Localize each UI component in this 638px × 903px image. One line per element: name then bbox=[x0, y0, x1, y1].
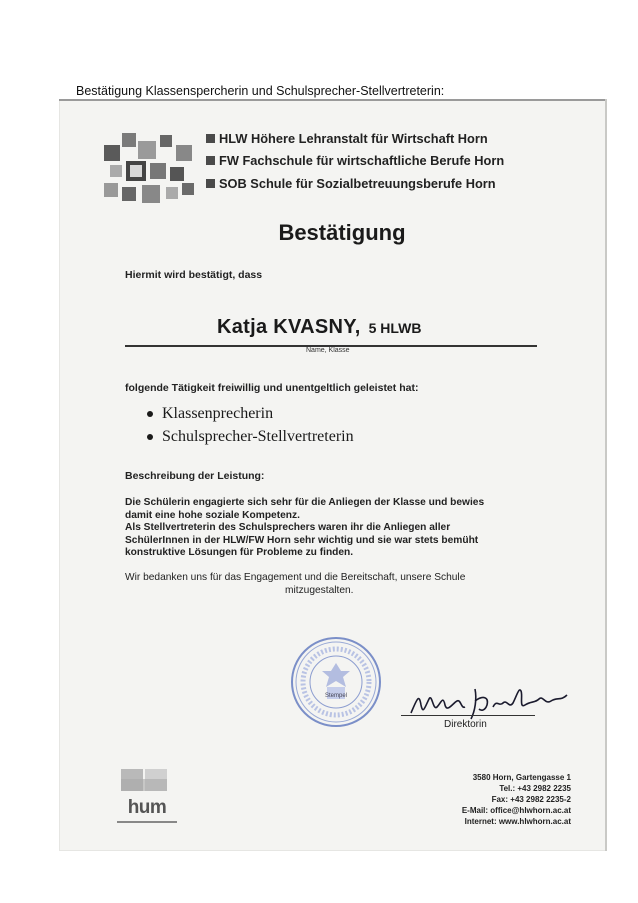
certificate-title: Bestätigung bbox=[278, 220, 406, 245]
description-line: konstruktive Lösungen für Probleme zu finden. bbox=[125, 547, 354, 558]
hum-logo-underline bbox=[117, 821, 177, 823]
square-bullet-icon bbox=[206, 179, 215, 188]
square-bullet-icon bbox=[206, 134, 215, 143]
signature-image bbox=[405, 681, 573, 725]
student-name-line bbox=[217, 316, 421, 339]
description-title: Beschreibung der Leistung: bbox=[125, 470, 265, 482]
scan-border-right bbox=[605, 99, 607, 851]
thanks-line: mitzugestalten. bbox=[285, 584, 354, 596]
activity-item bbox=[147, 425, 354, 448]
description-line: Die Schülerin engagierte sich sehr für die Anliegen der Klasse und bewies bbox=[125, 497, 485, 508]
student-name: Katja KVASNY, bbox=[217, 316, 361, 338]
school-name: HLW Höhere Lehranstalt für Wirtschaft Horn bbox=[219, 130, 488, 146]
address-line: Internet: www.hlwhorn.ac.at bbox=[464, 817, 571, 826]
name-hint: Name, Klasse bbox=[306, 347, 350, 354]
certificate-scan bbox=[59, 99, 607, 851]
page-caption: Bestätigung Klassenspercherin und Schulsprecher-Stellvertreterin: bbox=[76, 84, 445, 98]
school-row bbox=[206, 150, 504, 173]
address-line: Tel.: +43 2982 2235 bbox=[499, 784, 571, 793]
address-line: 3580 Horn, Gartengasse 1 bbox=[472, 773, 571, 782]
school-name: FW Fachschule für wirtschaftliche Berufe Horn bbox=[219, 153, 505, 169]
school-name: SOB Schule für Sozialbetreuungsberufe Horn bbox=[219, 175, 496, 191]
description-line: SchülerInnen in der HLW/FW Horn sehr wichtig und sie war stets bemüht bbox=[125, 534, 479, 546]
address-line: E-Mail: office@hlwhorn.ac.at bbox=[461, 806, 571, 815]
thanks-text bbox=[125, 572, 525, 597]
bullet-icon bbox=[147, 434, 153, 440]
school-list bbox=[206, 127, 504, 195]
description-text bbox=[125, 497, 525, 560]
signature-role: Direktorin bbox=[444, 719, 487, 730]
school-logo-icon bbox=[104, 131, 196, 211]
activity-label: Schulsprecher-Stellvertreterin bbox=[162, 427, 354, 445]
activities-intro: folgende Tätigkeit freiwillig und unentgeltlich geleistet hat: bbox=[125, 382, 419, 394]
school-row bbox=[206, 172, 504, 195]
student-class: 5 HLWB bbox=[368, 320, 422, 336]
thanks-line: Wir bedanken uns für das Engagement und die Bereitschaft, unsere Schule bbox=[125, 572, 466, 583]
scan-border-top bbox=[59, 99, 607, 101]
certificate-intro: Hiermit wird bestätigt, dass bbox=[125, 269, 263, 281]
school-row bbox=[206, 127, 504, 150]
activities-list bbox=[147, 402, 354, 448]
description-line: damit eine hohe soziale Kompetenz. bbox=[125, 509, 300, 521]
square-bullet-icon bbox=[206, 156, 215, 165]
seal-label: Stempel bbox=[324, 693, 348, 699]
activity-label: Klassenprecherin bbox=[162, 404, 274, 422]
official-seal-icon bbox=[289, 635, 383, 729]
hum-logo-text: hum bbox=[127, 797, 167, 818]
school-address bbox=[462, 772, 571, 827]
signature-line bbox=[401, 715, 535, 716]
bullet-icon bbox=[147, 411, 153, 417]
activity-item bbox=[147, 402, 354, 425]
address-line: Fax: +43 2982 2235-2 bbox=[491, 795, 571, 804]
description-line: Als Stellvertreterin des Schulsprechers waren ihr die Anliegen aller bbox=[125, 522, 451, 533]
